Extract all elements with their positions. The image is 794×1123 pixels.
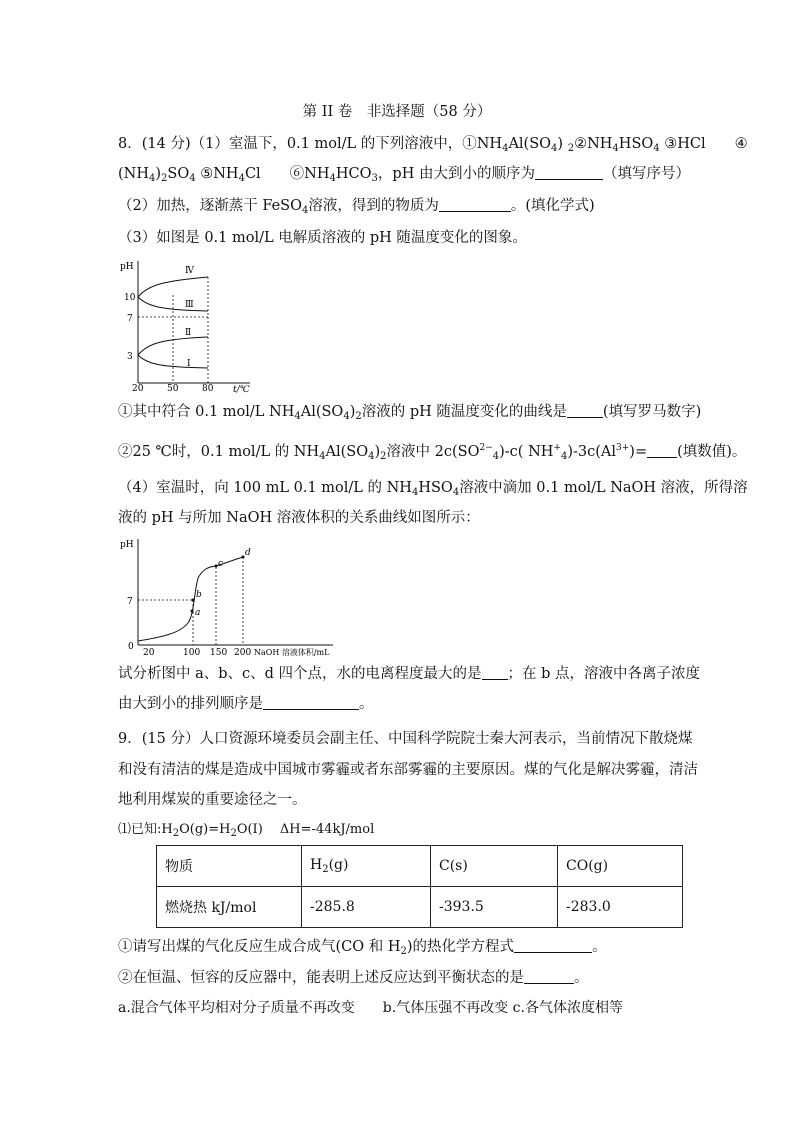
q9-sub2: ②在恒温、恒容的反应器中，能表明上述反应达到平衡状态的是 。 [118, 970, 589, 986]
point-label-c: c [218, 559, 224, 569]
curve-iv [138, 277, 208, 297]
answer-blank-6[interactable] [263, 695, 359, 710]
q8-part3-sub1: ①其中符合 0.1 mol/L $NH_4Al(SO_4)_2$溶液的 pH 随温度变化的曲线是 (填写罗马数字) [118, 404, 702, 422]
table-row [157, 887, 683, 928]
x-tick-0: 0 [128, 642, 134, 652]
point-label-b: b [196, 590, 202, 600]
table-cell: C(s) [431, 846, 558, 887]
y-axis-label: pH [120, 262, 134, 272]
answer-blank-7[interactable] [514, 938, 592, 953]
answer-blank-2[interactable] [439, 197, 511, 212]
y-axis-label: pH [120, 540, 134, 550]
q8-part4-line1: （4）室温时，向 100 mL 0.1 mol/L 的 $NH_4HSO_4$溶液中滴加 0.1 mol/L NaOH 溶液，所得溶 [118, 480, 748, 498]
q9-sub1: ①请写出煤的气化反应生成合成气(CO 和 $H_2$)的热化学方程式 。 [118, 939, 607, 957]
x-axis-label: t/℃ [233, 385, 250, 393]
curve-label-i: Ⅰ [187, 359, 191, 369]
q8-part2: （2）加热，逐渐蒸干 FeSO$_4$溶液，得到的物质为 。(填化学式) [118, 198, 595, 216]
table-cell: $H_2(g)$ [302, 846, 431, 887]
point-a [191, 610, 194, 613]
curve-label-ii: Ⅱ [185, 328, 192, 338]
q9-line-3: 地利用煤炭的重要途径之一。 [118, 792, 307, 808]
table-cell: -393.5 [431, 887, 558, 928]
x-tick-20: 20 [132, 384, 144, 393]
x-tick-100: 100 [183, 648, 201, 658]
answer-blank-4[interactable] [647, 443, 677, 458]
q8-line-2: $(NH_4)_2SO_4$ $⑤NH_4Cl$ $⑥NH_4HCO_3$，pH 由大到小的顺序为 （填写序号） [118, 166, 690, 184]
answer-blank-3[interactable] [567, 403, 603, 418]
point-label-a: a [195, 608, 201, 618]
combustion-heat-table [156, 845, 683, 928]
q9-options: a.混合气体平均相对分子质量不再改变 b.气体压强不再改变 c.各气体浓度相等 [118, 1000, 623, 1016]
q8-part4-ans1: 试分析图中 a、b、c、d 四个点，水的电离程度最大的是 ；在 b 点，溶液中各离子浓度 [118, 666, 701, 682]
table-cell: -283.0 [558, 887, 683, 928]
section-title: 第 II 卷 非选择题（58 分） [302, 104, 492, 120]
curve-label-iii: Ⅲ [185, 300, 194, 310]
q8-part4-ans2: 由大到小的排列顺序是 。 [118, 696, 374, 712]
titration-chart [118, 533, 340, 658]
q9-line-1: 9．(15 分）人口资源环境委员会副主任、中国科学院院士秦大河表示，当前情况下散烧煤 [118, 731, 693, 747]
x-tick-50: 50 [167, 384, 179, 393]
y-tick-3: 3 [127, 352, 133, 362]
x-axis-label: NaOH 溶液体积/mL [254, 648, 330, 657]
table-cell: 物质 [157, 846, 302, 887]
x-tick-150: 150 [210, 648, 228, 658]
x-tick-80: 80 [202, 384, 214, 393]
answer-blank-5[interactable] [482, 665, 508, 680]
titration-curve [138, 557, 243, 641]
curve-label-iv: Ⅳ [185, 266, 194, 276]
y-tick-10: 10 [124, 293, 136, 303]
point-b [192, 599, 195, 602]
ph-temperature-chart [118, 255, 258, 393]
y-tick-7: 7 [127, 597, 133, 607]
table-cell: -285.8 [302, 887, 431, 928]
answer-blank-1[interactable] [535, 165, 603, 180]
answer-blank-8[interactable] [524, 969, 574, 984]
q8-part4-line2: 液的 pH 与所加 NaOH 溶液体积的关系曲线如图所示： [118, 510, 480, 526]
table-cell: CO(g) [558, 846, 683, 887]
q9-line-2: 和没有清洁的煤是造成中国城市雾霾或者东部雾霾的主要原因。煤的气化是解决雾霾，清洁 [118, 762, 698, 778]
point-label-d: d [245, 548, 251, 558]
y-tick-7: 7 [127, 314, 133, 324]
q8-line-1: 8．(14 分)（1）室温下，0.1 mol/L 的下列溶液中，$①NH_4Al(SO_4)$ $_2②NH_4HSO_4$ ③HCl ④ [118, 136, 748, 154]
q8-part3: （3）如图是 0.1 mol/L 电解质溶液的 pH 随温度变化的图象。 [118, 230, 527, 246]
x-tick-200: 200 [234, 648, 252, 658]
x-tick-20: 20 [143, 648, 155, 658]
table-cell: 燃烧热 kJ/mol [157, 887, 302, 928]
q8-part3-sub2: ②25 ℃时，0.1 mol/L 的 $NH_4Al(SO_4)_2$溶液中 $2c(SO^{2-}_4)-c$( $NH^+_4)-3c(Al^{3+})=$ (填数值)。 [118, 443, 747, 462]
q9-known: ⑴已知$:H_2O(g)=H_2O(I)$ ΔH=-44kJ/mol [118, 822, 375, 839]
table-row [157, 846, 683, 887]
